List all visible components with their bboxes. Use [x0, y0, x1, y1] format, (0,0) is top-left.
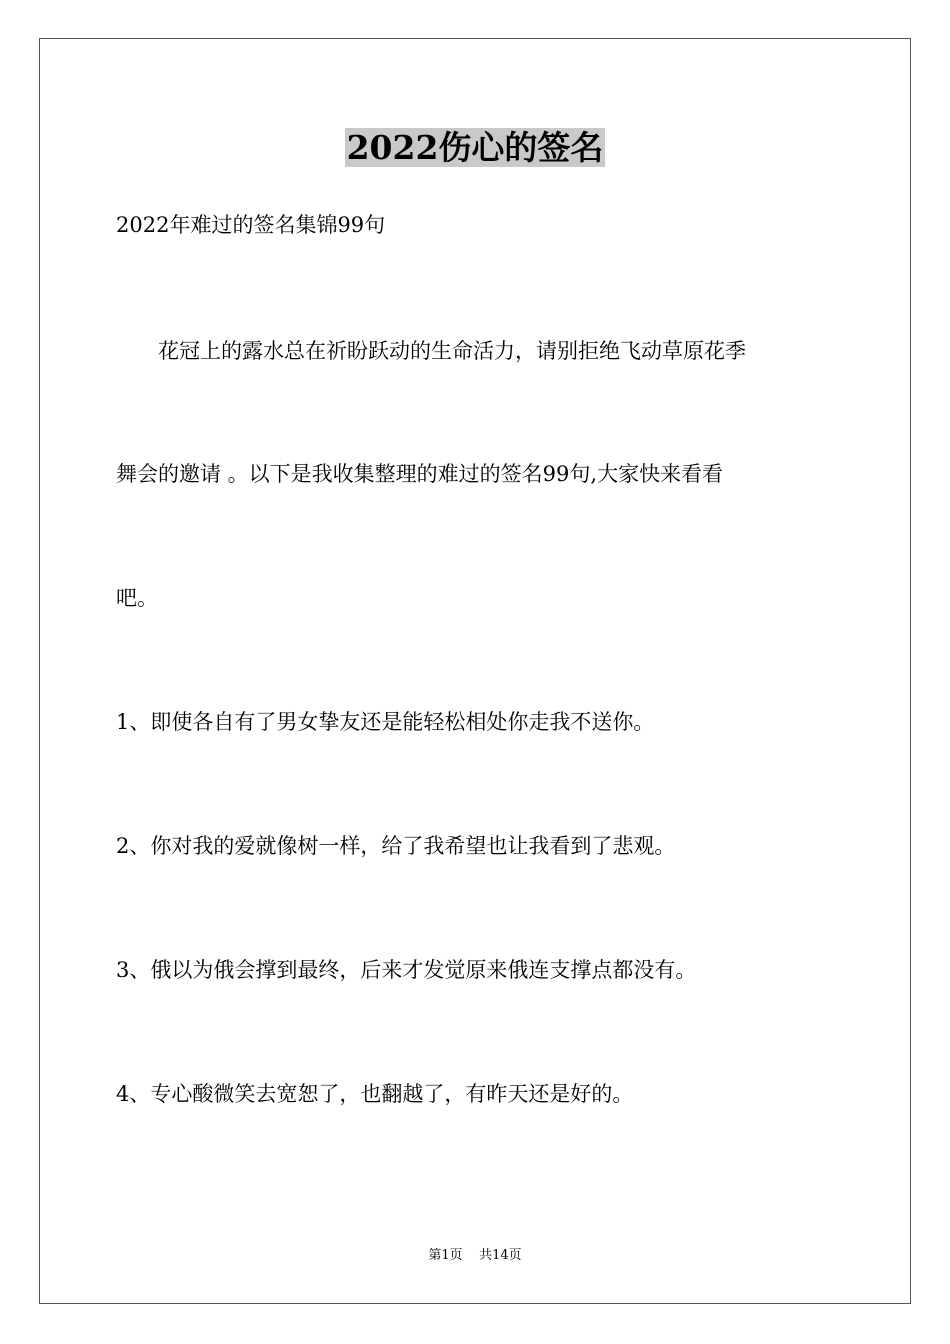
page-footer [0, 1247, 950, 1265]
footer-gap [463, 1248, 480, 1263]
document-subtitle: 2022年难过的签名集锦99句 [116, 213, 386, 237]
page-number: 第1页 [428, 1248, 463, 1263]
intro-line-2: 舞会的邀请 。以下是我收集整理的难过的签名99句,大家快来看看 [116, 462, 724, 486]
list-item-2: 2、你对我的爱就像树一样，给了我希望也让我看到了悲观。 [116, 834, 676, 858]
document-title-text: 2022伤心的签名 [346, 128, 604, 167]
list-item-3: 3、俄以为俄会撑到最终，后来才发觉原来俄连支撑点都没有。 [116, 958, 697, 982]
list-item-4: 4、专心酸微笑去宽恕了，也翻越了，有昨天还是好的。 [116, 1082, 634, 1106]
list-item-1: 1、即使各自有了男女挚友还是能轻松相处你走我不送你。 [116, 710, 655, 734]
intro-line-3: 吧。 [116, 586, 158, 610]
document-title [0, 126, 950, 170]
intro-line-1: 花冠上的露水总在祈盼跃动的生命活力，请别拒绝飞动草原花季 [116, 339, 746, 363]
page-total: 共14页 [479, 1248, 522, 1263]
